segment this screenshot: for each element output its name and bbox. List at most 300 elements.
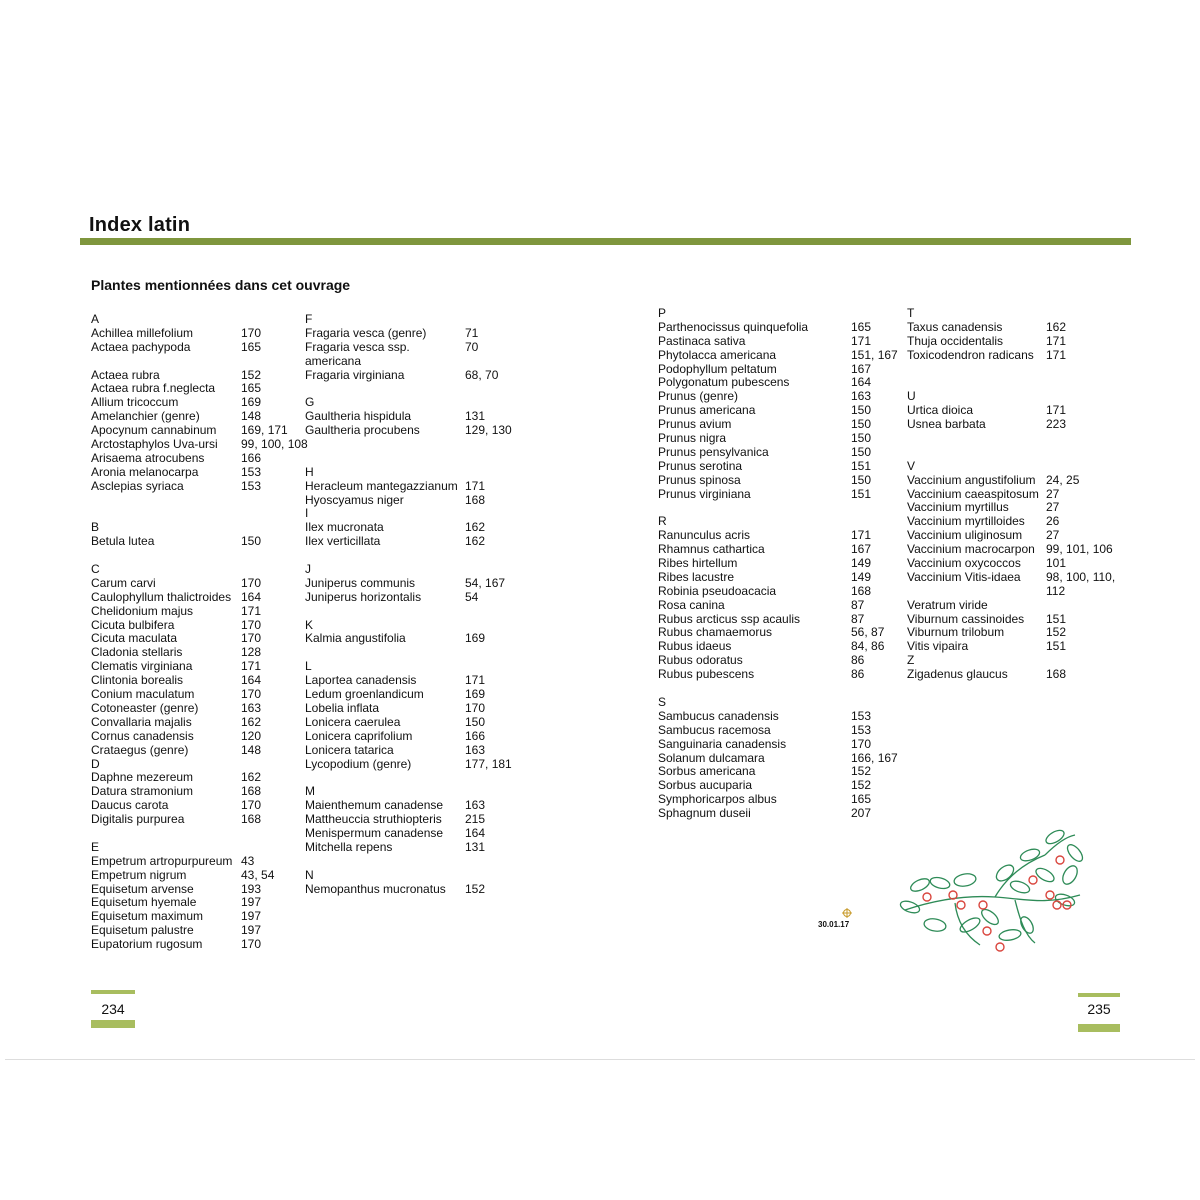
- plant-name: Cicuta bulbifera: [91, 617, 175, 632]
- page-references: 170: [241, 617, 262, 632]
- plant-name: Arisaema atrocubens: [91, 450, 205, 465]
- index-entry: [907, 319, 1067, 335]
- index-letter-heading: G: [305, 395, 315, 410]
- page-references: 177, 181: [465, 756, 512, 771]
- index-letter-heading: F: [305, 312, 313, 326]
- page-references: 120: [241, 728, 262, 743]
- index-letter-heading: Z: [907, 653, 915, 668]
- index-letter-heading: K: [305, 617, 314, 632]
- page-references: 150: [851, 472, 872, 487]
- plant-name: Polygonatum pubescens: [658, 375, 790, 390]
- page-references: 171: [241, 659, 262, 674]
- index-entry: [658, 708, 872, 724]
- plant-name: Digitalis purpurea: [91, 812, 185, 827]
- plant-name: Actaea rubra: [91, 367, 160, 382]
- page-references: 99, 100, 108: [241, 437, 308, 452]
- plant-name: Clematis virginiana: [91, 659, 193, 674]
- page-references: 168: [851, 583, 872, 598]
- page-references: 27: [1046, 528, 1060, 543]
- plant-name: Actaea rubra f.neglecta: [91, 381, 216, 396]
- page-references: 86: [851, 667, 865, 682]
- index-entry: [305, 728, 486, 744]
- page-references: 150: [851, 444, 872, 459]
- page-references: 151: [851, 458, 872, 473]
- plant-name: Cicuta maculata: [91, 631, 178, 646]
- index-entry: [305, 742, 486, 758]
- index-entry: [305, 575, 506, 591]
- index-entry: [658, 597, 865, 613]
- index-entry: [91, 395, 262, 410]
- index-entry: [91, 770, 262, 785]
- crosshair-icon: [842, 908, 852, 918]
- plant-name: Aronia melanocarpa: [91, 464, 199, 479]
- page-references: 54: [465, 589, 479, 604]
- plant-name: Daucus carota: [91, 798, 169, 813]
- index-entry: [907, 403, 1067, 418]
- plant-name: Sorbus aucuparia: [658, 778, 753, 793]
- index-entry: [305, 673, 486, 688]
- page-references: 164: [241, 673, 262, 688]
- page-references: 162: [241, 714, 262, 729]
- page-references: 167: [851, 361, 872, 376]
- index-spacer: [305, 549, 458, 563]
- index-entry: [91, 589, 262, 605]
- page-references: 151, 167: [851, 347, 898, 362]
- index-entry: [658, 736, 872, 752]
- index-entry: [91, 714, 262, 730]
- index-entry: [658, 750, 898, 766]
- index-entry: [658, 542, 872, 557]
- plant-name: Ledum groenlandicum: [305, 687, 424, 702]
- plant-name: Rhamnus cathartica: [658, 542, 765, 557]
- page-references: 153: [851, 722, 872, 737]
- page-references: 166: [465, 728, 486, 743]
- index-entry: [658, 389, 872, 404]
- page-references: 197: [241, 895, 262, 910]
- index-entry: [91, 700, 262, 716]
- index-entry: [907, 611, 1067, 627]
- index-entry: [658, 444, 872, 460]
- index-entry: [91, 534, 262, 549]
- plant-name: Eupatorium rugosum: [91, 937, 203, 952]
- index-letter-heading: I: [305, 506, 309, 521]
- plant-name: Prunus americana: [658, 403, 756, 418]
- plant-name: Vaccinium angustifolium: [907, 472, 1036, 487]
- index-entry: [91, 339, 262, 355]
- page-references: 54, 167: [465, 575, 506, 590]
- index-entry: [658, 764, 872, 779]
- plant-name: Zigadenus glaucus: [907, 667, 1008, 682]
- plant-name: Prunus nigra: [658, 431, 727, 446]
- page-references: 164: [465, 825, 486, 840]
- plant-name: Empetrum artropurpureum: [91, 853, 233, 868]
- index-letter-heading: B: [91, 520, 100, 535]
- index-entry: [658, 778, 872, 793]
- index-entry: [658, 806, 872, 821]
- index-entry: [305, 355, 458, 369]
- index-entry: [658, 417, 872, 432]
- plant-name: Prunus (genre): [658, 389, 739, 404]
- index-spacer: [658, 501, 808, 515]
- plant-name: Sanguinaria canadensis: [658, 736, 787, 751]
- page-references: 165: [241, 381, 262, 396]
- index-letter-heading: A: [91, 312, 100, 326]
- plant-name: Vitis vipaira: [907, 639, 969, 654]
- page-references: 169: [241, 395, 262, 410]
- index-entry: [907, 542, 1113, 557]
- plant-name: americana: [305, 353, 362, 368]
- index-entry: [907, 528, 1060, 543]
- page-references: 168: [465, 492, 486, 507]
- index-entry: [305, 812, 486, 827]
- index-column-f-n: [305, 312, 512, 896]
- index-entry: [305, 798, 486, 813]
- page-references: 43: [241, 853, 255, 868]
- index-entry: [91, 798, 262, 813]
- page-references: 164: [241, 589, 262, 604]
- index-entry: [305, 714, 486, 730]
- plant-name: Apocynum cannabinum: [91, 423, 217, 438]
- index-entry: [658, 556, 872, 571]
- index-entry: [91, 659, 262, 674]
- index-entry: [91, 409, 262, 424]
- page-references: 168: [241, 812, 262, 827]
- index-entry: [907, 556, 1067, 571]
- index-entry: [658, 583, 872, 599]
- index-spacer: [907, 363, 1039, 377]
- index-letter-heading: J: [305, 562, 311, 577]
- plant-name: Juniperus communis: [305, 575, 416, 590]
- index-entry: [907, 569, 1116, 585]
- index-entry: [91, 367, 262, 383]
- index-letter-heading: P: [658, 306, 667, 320]
- page-references: 168: [241, 784, 262, 799]
- index-entry: [305, 478, 486, 494]
- page-references: 170: [241, 631, 262, 646]
- page-references: 165: [851, 319, 872, 334]
- index-entry: [305, 687, 486, 702]
- index-entry: [305, 492, 486, 508]
- plant-name: Juniperus horizontalis: [305, 589, 422, 604]
- page-references: 197: [241, 909, 262, 924]
- page-references: 171: [851, 528, 872, 543]
- plant-name: Rubus chamaemorus: [658, 625, 773, 640]
- index-entry: [305, 339, 479, 355]
- plant-name: Vaccinium oxycoccos: [907, 556, 1021, 571]
- index-entry: [658, 472, 872, 488]
- index-letter-heading: E: [91, 839, 100, 854]
- plant-name: Rubus idaeus: [658, 639, 732, 654]
- plant-name: Vaccinium uliginosum: [907, 528, 1023, 543]
- plant-name: Usnea barbata: [907, 417, 986, 432]
- index-entry: [91, 687, 262, 702]
- index-letter-heading: T: [907, 306, 915, 320]
- plant-name: Pastinaca sativa: [658, 333, 746, 348]
- index-entry: [658, 347, 898, 363]
- plant-name: Ilex mucronata: [305, 520, 384, 535]
- index-column-a-e: [91, 312, 308, 952]
- index-entry: [907, 667, 1067, 682]
- index-spacer: [91, 494, 232, 508]
- index-entry: [658, 486, 872, 502]
- index-entry: [91, 575, 262, 591]
- plant-name: Asclepias syriaca: [91, 478, 184, 493]
- plant-name: Laportea canadensis: [305, 673, 417, 688]
- plant-name: Daphne mezereum: [91, 770, 194, 785]
- plant-name: Fragaria vesca (genre): [305, 325, 427, 340]
- plant-name: Prunus virginiana: [658, 486, 751, 501]
- plant-name: Rubus arcticus ssp acaulis: [658, 611, 801, 626]
- page-references: 166: [241, 450, 262, 465]
- page-references: 223: [1046, 417, 1067, 432]
- page-references: 71: [465, 325, 479, 340]
- plant-name: Equisetum hyemale: [91, 895, 197, 910]
- plant-name: Amelanchier (genre): [91, 409, 200, 424]
- plant-name: Clintonia borealis: [91, 673, 184, 688]
- plant-name: Prunus avium: [658, 417, 732, 432]
- page-references: 197: [241, 923, 262, 938]
- index-entry: [907, 500, 1060, 515]
- page-references: 171: [1046, 347, 1067, 362]
- plant-name: Kalmia angustifolia: [305, 631, 406, 646]
- plant-name: Empetrum nigrum: [91, 867, 187, 882]
- plant-name: Podophyllum peltatum: [658, 361, 777, 376]
- index-entry: [305, 520, 486, 535]
- page-references: 171: [851, 333, 872, 348]
- index-column-t-z: [907, 306, 1116, 682]
- page-references: 163: [241, 700, 262, 715]
- index-entry: [305, 825, 486, 841]
- index-entry: [91, 812, 262, 827]
- plant-name: Symphoricarpos albus: [658, 792, 777, 807]
- page-references: 170: [241, 687, 262, 702]
- page-references: 170: [241, 937, 262, 952]
- page-references: 101: [1046, 556, 1067, 571]
- plant-name: Ranunculus acris: [658, 528, 751, 543]
- page-references: 24, 25: [1046, 472, 1080, 487]
- page-references: 87: [851, 611, 865, 626]
- page-references: 148: [241, 742, 262, 757]
- plant-name: Veratrum viride: [907, 597, 988, 612]
- page-references: 150: [465, 714, 486, 729]
- index-letter-heading: M: [305, 784, 315, 799]
- page-references: 87: [851, 597, 865, 612]
- plant-name: Sambucus canadensis: [658, 708, 779, 723]
- page-references: 86: [851, 653, 865, 668]
- index-spacer: [305, 382, 458, 396]
- index-entry: [305, 423, 512, 438]
- index-entry: [907, 625, 1067, 640]
- plant-name: Arctostaphylos Uva-ursi: [91, 437, 218, 452]
- plant-name: Prunus pensylvanica: [658, 444, 769, 459]
- index-entry: [907, 599, 1039, 613]
- index-entry: [91, 437, 308, 452]
- page-references: 98, 100, 110,: [1046, 569, 1116, 584]
- index-entry: [907, 583, 1066, 599]
- page-references: 26: [1046, 514, 1060, 529]
- section-subtitle: Plantes mentionnées dans cet ouvrage: [91, 277, 351, 293]
- index-letter-heading: D: [91, 756, 100, 771]
- plant-name: Equisetum palustre: [91, 923, 194, 938]
- page-references: 164: [851, 375, 872, 390]
- page-references: 169: [465, 631, 486, 646]
- page-references: 131: [465, 839, 486, 854]
- index-spacer: [305, 438, 458, 452]
- index-entry: [305, 367, 499, 383]
- index-entry: [91, 895, 262, 910]
- index-entry: [658, 319, 872, 335]
- page-references: 162: [465, 520, 486, 535]
- page-references: 167: [851, 542, 872, 557]
- index-entry: [91, 923, 262, 938]
- index-spacer: [305, 452, 458, 466]
- index-entry: [91, 631, 262, 646]
- page-references: 99, 101, 106: [1046, 542, 1113, 557]
- index-entry: [658, 639, 885, 654]
- index-letter-heading: C: [91, 562, 100, 577]
- plant-name: Fragaria vesca ssp.: [305, 339, 410, 354]
- page-references: 193: [241, 881, 262, 896]
- index-spacer: [305, 771, 458, 785]
- index-entry: [91, 423, 288, 438]
- plant-name: Prunus serotina: [658, 458, 743, 473]
- index-entry: [91, 881, 262, 897]
- title-rule: [80, 238, 1131, 245]
- plant-name: Viburnum cassinoides: [907, 611, 1025, 626]
- plant-name: Vaccinium myrtillus: [907, 500, 1009, 515]
- index-entry: [91, 853, 255, 869]
- plant-name: Lobelia inflata: [305, 700, 380, 715]
- index-letter-heading: V: [907, 458, 916, 473]
- page-references: 150: [241, 534, 262, 549]
- plant-name: Vaccinium Vitis-idaea: [907, 569, 1021, 584]
- page-tab-left-bottom: [91, 1020, 135, 1028]
- page-references: 151: [1046, 639, 1067, 654]
- index-entry: [305, 589, 479, 605]
- plant-name: Lycopodium (genre): [305, 756, 412, 771]
- page-references: 207: [851, 806, 872, 821]
- plant-name: Ribes hirtellum: [658, 556, 738, 571]
- index-spacer: [305, 855, 458, 869]
- page-references: 152: [465, 881, 486, 896]
- page-references: 171: [465, 673, 486, 688]
- index-entry: [658, 569, 872, 585]
- page-references: 163: [465, 798, 486, 813]
- page-references: 128: [241, 645, 262, 660]
- page-references: 148: [241, 409, 262, 424]
- page-references: 152: [851, 778, 872, 793]
- index-letter-heading: S: [658, 694, 667, 709]
- page-references: 165: [851, 792, 872, 807]
- plant-name: Cornus canadensis: [91, 728, 194, 743]
- page-references: 70: [465, 339, 479, 354]
- page-references: 43, 54: [241, 867, 275, 882]
- plant-name: Nemopanthus mucronatus: [305, 881, 446, 896]
- index-entry: [907, 639, 1067, 654]
- plant-name: Gaultheria procubens: [305, 423, 420, 438]
- index-spacer: [91, 507, 232, 521]
- index-entry: [305, 325, 479, 341]
- index-entry: [305, 631, 486, 646]
- plant-name: Cotoneaster (genre): [91, 700, 199, 715]
- page-references: 152: [851, 764, 872, 779]
- plant-name: Taxus canadensis: [907, 319, 1003, 334]
- page-references: 152: [1046, 625, 1067, 640]
- plant-name: Menispermum canadense: [305, 825, 444, 840]
- index-entry: [91, 645, 262, 660]
- plant-name: Prunus spinosa: [658, 472, 741, 487]
- index-entry: [658, 653, 865, 668]
- index-entry: [91, 909, 262, 924]
- plant-name: Equisetum arvense: [91, 881, 194, 896]
- plant-name: Thuja occidentalis: [907, 333, 1004, 348]
- plant-name: Fragaria virginiana: [305, 367, 405, 382]
- page-references: 215: [465, 812, 486, 827]
- plant-name: Heracleum mantegazzianum: [305, 478, 458, 493]
- index-letter-heading: L: [305, 659, 312, 674]
- page-references: 170: [851, 736, 872, 751]
- plant-name: Lonicera caerulea: [305, 714, 401, 729]
- page-bottom-edge: [5, 1059, 1195, 1060]
- index-spacer: [907, 376, 1039, 390]
- page-references: 151: [1046, 611, 1067, 626]
- page-number-right: 235: [1087, 1001, 1111, 1017]
- index-entry: [658, 722, 872, 738]
- index-letter-heading: U: [907, 389, 916, 404]
- index-letter-heading: N: [305, 867, 314, 882]
- page-references: 153: [851, 708, 872, 723]
- plant-name: Chelidonium majus: [91, 603, 194, 618]
- plant-name: Vaccinium myrtilloides: [907, 514, 1025, 529]
- index-entry: [91, 867, 275, 883]
- index-entry: [658, 625, 885, 640]
- page-references: 169, 171: [241, 423, 288, 438]
- page-references: 68, 70: [465, 367, 499, 382]
- index-entry: [658, 361, 872, 377]
- page-references: 170: [241, 325, 262, 340]
- index-entry: [907, 514, 1060, 529]
- index-entry: [658, 667, 865, 682]
- index-entry: [305, 409, 486, 424]
- page-references: 150: [851, 417, 872, 432]
- index-entry: [658, 458, 872, 474]
- page-title: Index latin: [89, 214, 191, 236]
- index-entry: [907, 486, 1060, 502]
- index-spacer: [907, 446, 1039, 460]
- plant-name: Parthenocissus quinquefolia: [658, 319, 809, 334]
- page-references: 163: [851, 389, 872, 404]
- index-entry: [907, 472, 1080, 488]
- page-references: 162: [1046, 319, 1067, 334]
- plant-name: Sambucus racemosa: [658, 722, 771, 737]
- date-stamp-text: 30.01.17: [818, 920, 850, 929]
- index-entry: [658, 528, 872, 543]
- plant-name: Achillea millefolium: [91, 325, 194, 340]
- index-entry: [91, 450, 262, 466]
- index-entry: [305, 881, 486, 897]
- plant-name: Equisetum maximum: [91, 909, 204, 924]
- plant-name: Mattheuccia struthiopteris: [305, 812, 442, 827]
- index-entry: [305, 756, 512, 772]
- page-references: 171: [1046, 403, 1067, 418]
- index-spacer: [91, 355, 232, 369]
- index-entry: [91, 617, 262, 633]
- plant-name: Ribes lacustre: [658, 569, 735, 584]
- index-entry: [658, 403, 872, 418]
- page-tab-left-top: [91, 990, 135, 994]
- plant-name: Lonicera tatarica: [305, 742, 394, 757]
- page-references: 163: [465, 742, 486, 757]
